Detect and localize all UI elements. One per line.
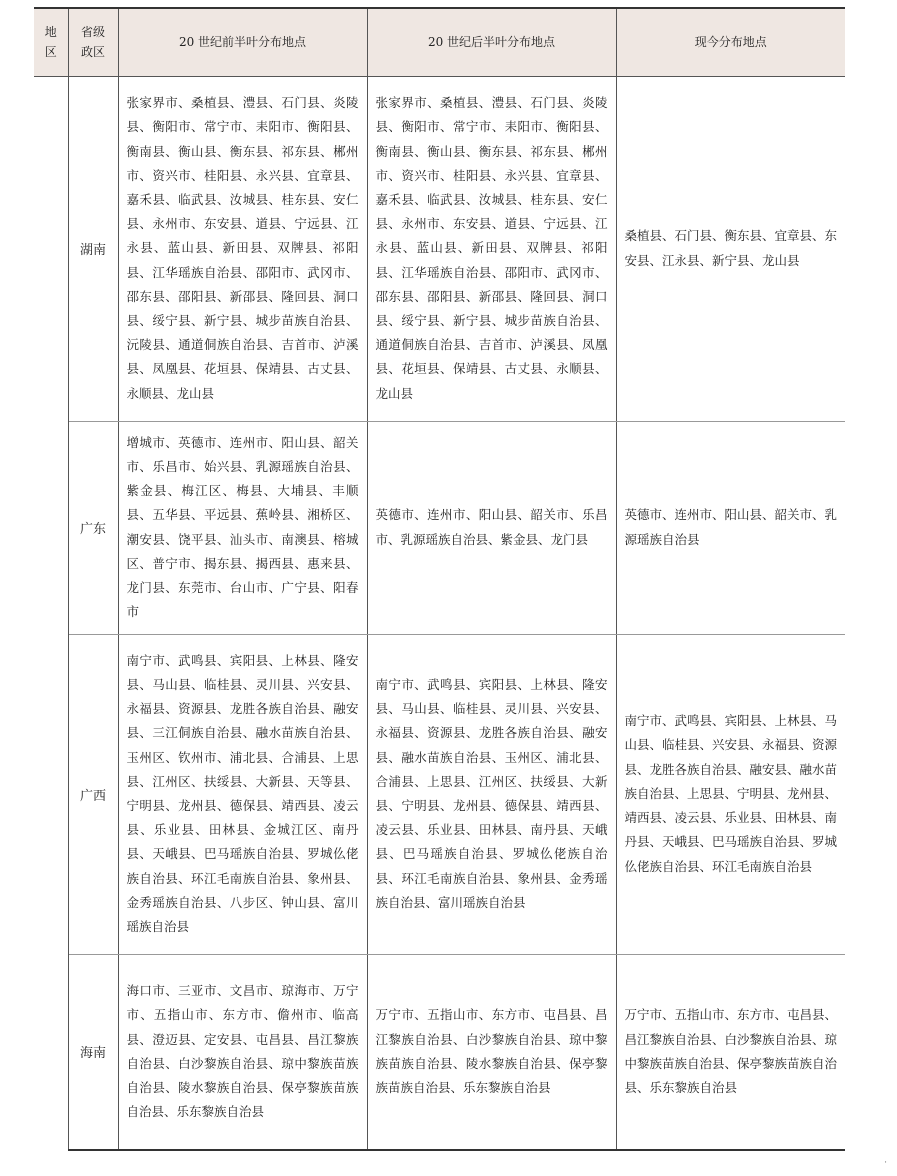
table-body (34, 76, 845, 1150)
second-half-cell: 万宁市、五指山市、东方市、屯昌县、昌江黎族自治县、白沙黎族自治县、琼中黎族苗族自治县、陵水黎族自治县、保亭黎族苗族自治县、乐东黎族自治县 (367, 954, 616, 1150)
header-first-half: 20 世纪前半叶分布地点 (118, 8, 367, 76)
province-cell: 广西 (68, 634, 118, 954)
region-cell (34, 76, 68, 1150)
second-half-cell: 英德市、连州市、阳山县、韶关市、乐昌市、乳源瑶族自治县、紫金县、龙门县 (367, 421, 616, 634)
second-half-cell: 南宁市、武鸣县、宾阳县、上林县、隆安县、马山县、临桂县、灵川县、兴安县、永福县、资源县、龙胜各族自治县、融安县、融水苗族自治县、玉州区、浦北县、合浦县、上思县、江州区、扶绥县、大新县、宁明县、龙州县、德保县、靖西县、凌云县、乐业县、田林县、南丹县、天峨县、巴马瑶族自治县、罗城仫佬族自治县、环江毛南族自治县、象州县、金秀瑶族自治县、富川瑶族自治县 (367, 634, 616, 954)
page-corner-mark: · (884, 1158, 887, 1168)
header-second-half: 20 世纪后半叶分布地点 (367, 8, 616, 76)
table-row (34, 634, 845, 954)
current-cell: 英德市、连州市、阳山县、韶关市、乳源瑶族自治县 (616, 421, 845, 634)
header-region: 地区 (34, 8, 68, 76)
current-cell: 南宁市、武鸣县、宾阳县、上林县、马山县、临桂县、兴安县、永福县、资源县、龙胜各族自治县、融安县、融水苗族自治县、上思县、宁明县、龙州县、靖西县、凌云县、乐业县、田林县、南丹县、天峨县、巴马瑶族自治县、罗城仫佬族自治县、环江毛南族自治县 (616, 634, 845, 954)
second-half-cell: 张家界市、桑植县、澧县、石门县、炎陵县、衡阳市、常宁市、耒阳市、衡阳县、衡南县、衡山县、衡东县、祁东县、郴州市、资兴市、桂阳县、永兴县、宜章县、嘉禾县、临武县、汝城县、桂东县、安仁县、永州市、东安县、道县、宁远县、江永县、蓝山县、新田县、双牌县、祁阳县、江华瑶族自治县、邵阳市、武冈市、邵东县、邵阳县、新邵县、隆回县、洞口县、绥宁县、新宁县、城步苗族自治县、通道侗族自治县、吉首市、泸溪县、凤凰县、花垣县、保靖县、古丈县、永顺县、龙山县 (367, 76, 616, 421)
current-cell: 万宁市、五指山市、东方市、屯昌县、昌江黎族自治县、白沙黎族自治县、琼中黎族苗族自治县、保亭黎族苗族自治县、乐东黎族自治县 (616, 954, 845, 1150)
table-row (34, 954, 845, 1150)
header-row (34, 8, 845, 76)
province-cell: 海南 (68, 954, 118, 1150)
header-province: 省级政区 (68, 8, 118, 76)
table-header (34, 8, 845, 76)
province-cell: 广东 (68, 421, 118, 634)
first-half-cell: 南宁市、武鸣县、宾阳县、上林县、隆安县、马山县、临桂县、灵川县、兴安县、永福县、资源县、龙胜各族自治县、融安县、三江侗族自治县、融水苗族自治县、玉州区、钦州市、浦北县、合浦县、上思县、江州区、扶绥县、大新县、天等县、宁明县、龙州县、德保县、靖西县、凌云县、乐业县、田林县、金城江区、南丹县、天峨县、巴马瑶族自治县、罗城仫佬族自治县、环江毛南族自治县、象州县、金秀瑶族自治县、八步区、钟山县、富川瑶族自治县 (118, 634, 367, 954)
first-half-cell: 增城市、英德市、连州市、阳山县、韶关市、乐昌市、始兴县、乳源瑶族自治县、紫金县、梅江区、梅县、大埔县、丰顺县、五华县、平远县、蕉岭县、湘桥区、潮安县、饶平县、汕头市、南澳县、榕城区、普宁市、揭东县、揭西县、惠来县、龙门县、东莞市、台山市、广宁县、阳春市 (118, 421, 367, 634)
header-current: 现今分布地点 (616, 8, 845, 76)
distribution-table (34, 7, 845, 1151)
current-cell: 桑植县、石门县、衡东县、宜章县、东安县、江永县、新宁县、龙山县 (616, 76, 845, 421)
table-row (34, 76, 845, 421)
first-half-cell: 海口市、三亚市、文昌市、琼海市、万宁市、五指山市、东方市、儋州市、临高县、澄迈县、定安县、屯昌县、昌江黎族自治县、白沙黎族自治县、琼中黎族苗族自治县、陵水黎族自治县、保亭黎族苗族自治县、乐东黎族自治县 (118, 954, 367, 1150)
province-cell: 湖南 (68, 76, 118, 421)
first-half-cell: 张家界市、桑植县、澧县、石门县、炎陵县、衡阳市、常宁市、耒阳市、衡阳县、衡南县、衡山县、衡东县、祁东县、郴州市、资兴市、桂阳县、永兴县、宜章县、嘉禾县、临武县、汝城县、桂东县、安仁县、永州市、东安县、道县、宁远县、江永县、蓝山县、新田县、双牌县、祁阳县、江华瑶族自治县、邵阳市、武冈市、邵东县、邵阳县、新邵县、隆回县、洞口县、绥宁县、新宁县、城步苗族自治县、沅陵县、通道侗族自治县、吉首市、泸溪县、凤凰县、花垣县、保靖县、古丈县、永顺县、龙山县 (118, 76, 367, 421)
table-row (34, 421, 845, 634)
